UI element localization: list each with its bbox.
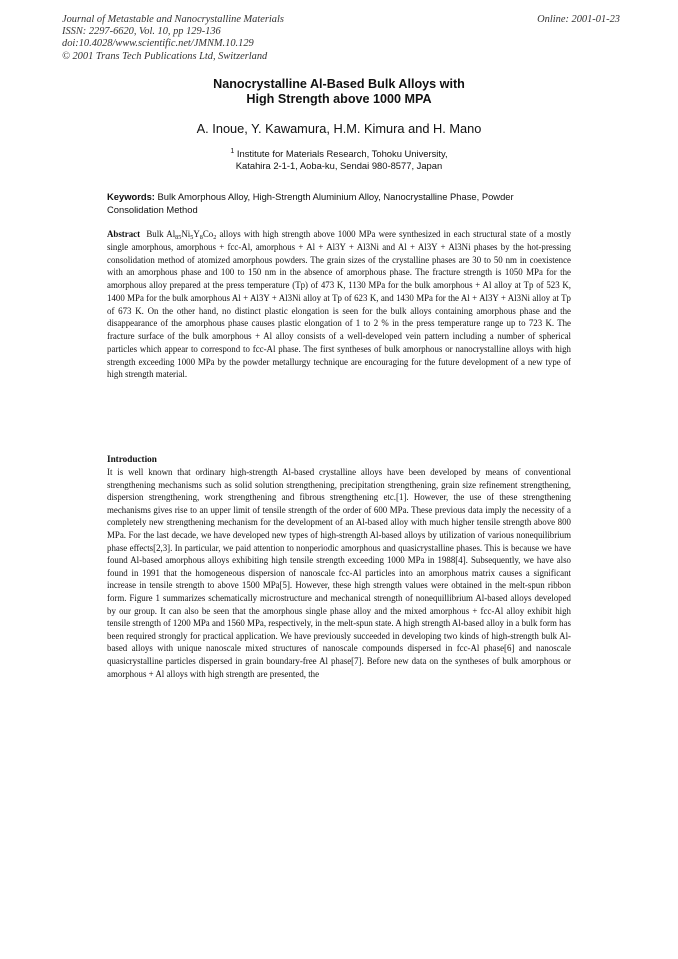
title-line-2: High Strength above 1000 MPA — [246, 91, 432, 106]
affiliation — [0, 146, 678, 173]
journal-name: Journal of Metastable and Nanocrystalline Materials — [62, 14, 284, 25]
keywords-text: Bulk Amorphous Alloy, High-Strength Aluminium Alloy, Nanocrystalline Phase, Powder Consolidation Method — [107, 191, 514, 215]
journal-doi[interactable]: doi:10.4028/www.scientific.net/JMNM.10.129 — [62, 38, 254, 50]
affiliation-line-2: Katahira 2-1-1, Aoba-ku, Sendai 980-8577, Japan — [235, 160, 443, 172]
affiliation-marker: 1 — [230, 148, 235, 155]
abstract-formula: Bulk $Al_{85}Ni_5Y_8Co_2$ — [146, 229, 217, 241]
paper-title — [0, 77, 678, 107]
journal-copyright: © 2001 Trans Tech Publications Ltd, Switzerland — [62, 50, 268, 62]
introduction-body — [107, 466, 571, 680]
keywords-label: Keywords: — [107, 191, 155, 202]
introduction-heading: Introduction — [107, 454, 157, 464]
introduction-text: It is well known that ordinary high-strength Al-based crystalline alloys have been developed by means of conventional strengthening mechanisms such as solid solution strengthening, precipitation strengthening, grain size refinement strengthening, dispersion strengthening, work strengthening and fibrous strengthening etc.[1]. However, the use of these strengthening mechanisms gives rise to an upper limit of tensile strength of the order of 600 MPa. These previous data imply the necessity of a completely new strengthening mechanism for the development of an Al-based alloy with much higher tensile strength above 800 MPa. For the last decade, we have developed new types of high-strength Al-based alloys by utilization of various nonequilibrium phase effects[2,3]. In particular, we paid attention to nonperiodic amorphous and quasicrystalline phases. This is because we have found Al-based amorphous alloys exhibiting high tensile strength exceeding 1000 MPa in 1988[4]. Subsequently, we have also found in 1991 that the homogeneous dispersion of nanoscale fcc-Al particles into an amorphous matrix causes a significant increase in tensile strength to above 1500 MPa[5]. However, these high strength values were obtained in the melt-spun ribbon form. Figure 1 summarizes schematically microstructure and mechanical strength of nonequillibrium Al-based alloys developed by our group. It can also be seen that the amorphous single phase alloy and the mixed amorphous + fcc-Al alloy exhibit high tensile strength of 1200 MPa and 1560 MPa, respectively, in the melt-spun state. A high strength Al-based alloy in a bulk form has been required strongly for practical application. We have previously succeeded in developing two kinds of high-strength bulk Al-based alloys with unique nanoscale mixed structures of nanoscale compounds dispersed in fcc-Al phase[6] and nanoscale quasicrystalline particles dispersed in grain boundary-free Al phase[7]. Before new data on the syntheses of bulk amorphous or amorphous + Al alloys with high strength are presented, the — [107, 467, 571, 679]
affiliation-line-1: Institute for Materials Research, Tohoku University, — [236, 148, 448, 160]
journal-header — [62, 14, 620, 63]
abstract-label: Abstract — [107, 229, 141, 239]
author-list: A. Inoue, Y. Kawamura, H.M. Kimura and H. Mano — [196, 121, 482, 136]
abstract — [107, 228, 571, 381]
abstract-body: alloys with high strength above 1000 MPa were synthesized in each structural state of a mostly single amorphous, amorphous + fcc-Al, amorphous + Al + Al3Y + Al3Ni and Al + Al3Y + Al3Ni phases by the hot-pressing consolidation method of atomized amorphous powders. The grain sizes of the crystalline phases are 30 to 50 nm in coexistence with an amorphous phase and 100 to 150 nm in the absence of amorphous phase. The fracture strength is 1050 MPa for the amorphous alloy prepared at the press temperature (Tp) of 473 K, 1130 MPa for the bulk amorphous + Al alloy at Tp of 523 K, 1400 MPa for the bulk amorphous Al + Al3Y + Al3Ni alloy at Tp of 623 K, and 1430 MPa for the Al + Al3Y + Al3Ni alloy at Tp of 673 K. On the other hand, no distinct plastic elongation is seen for the bulk alloys containing amorphous phase and the disappearance of the amorphous phase causes plastic elongation of 1 to 2 % in the press temperature range up to 723 K. The fracture surface of the bulk amorphous + Al alloy consists of a well-developed vein pattern including a number of spherical particles which appear to correspond to fcc-Al phase. The first syntheses of bulk amorphous or nanocrystalline alloys with high strength exceeding 1000 MPa by the powder metallurgy technique are encouraging for the future development of a new type of high strength material. — [107, 229, 572, 380]
title-line-1: Nanocrystalline Al-Based Bulk Alloys with — [213, 77, 465, 91]
keywords — [107, 191, 571, 216]
online-date: Online: 2001-01-23 — [537, 14, 620, 25]
journal-issn: ISSN: 2297-6620, Vol. 10, pp 129-136 — [62, 26, 221, 38]
